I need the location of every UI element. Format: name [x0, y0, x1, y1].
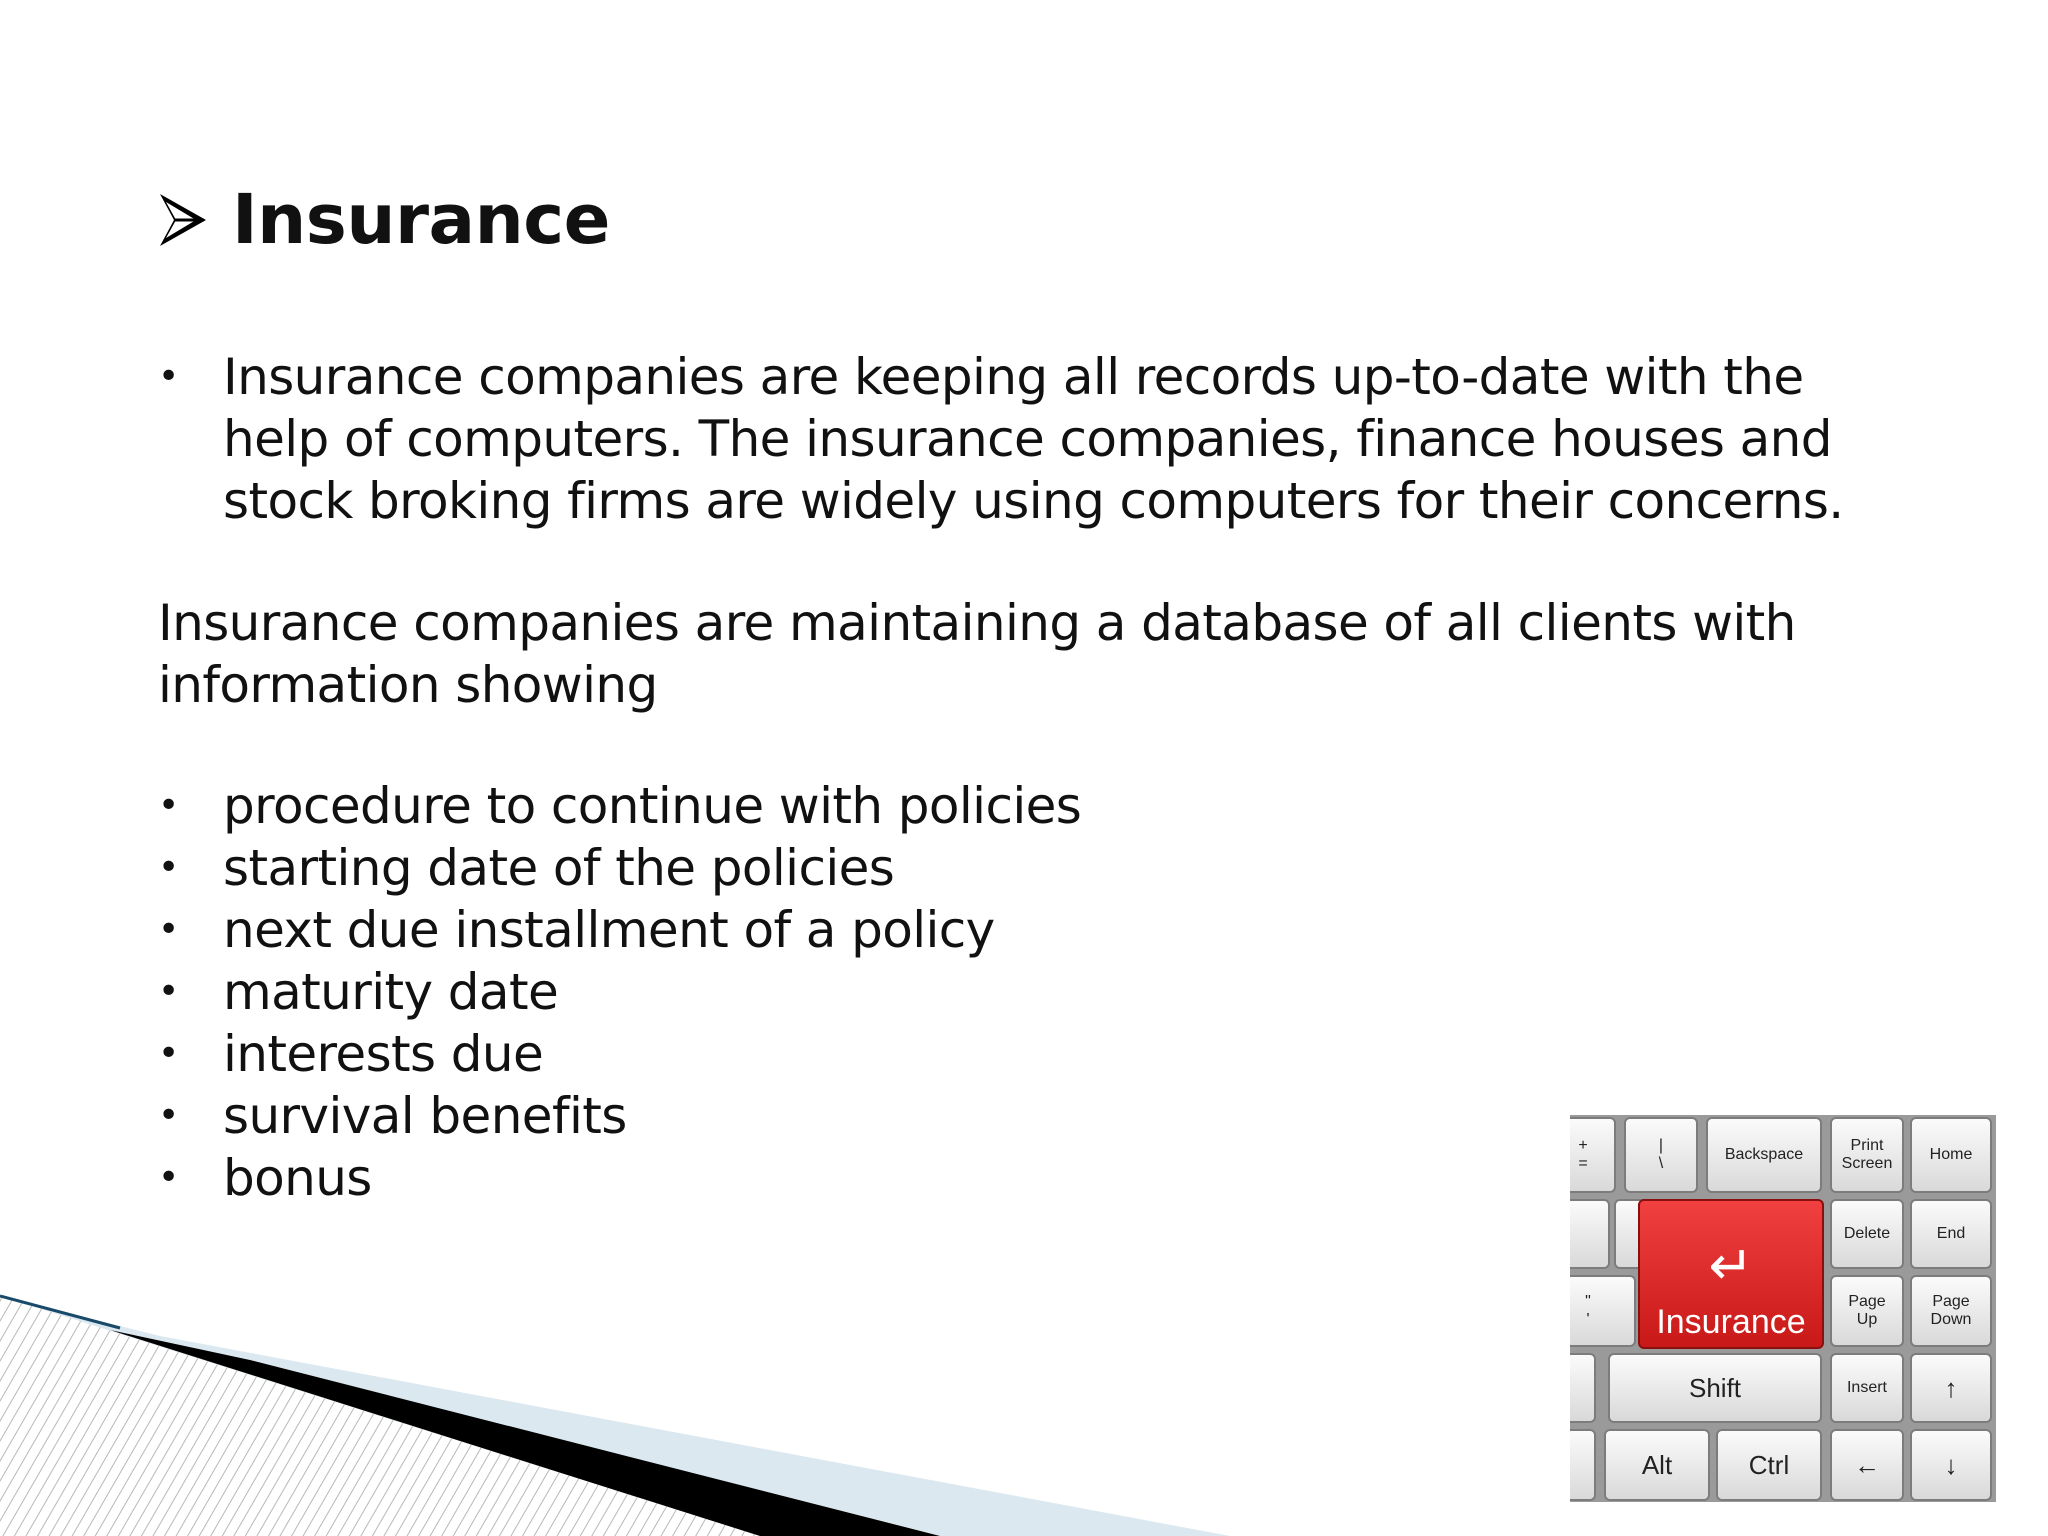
key-page-down: Page Down: [1910, 1275, 1992, 1347]
key-end: End: [1910, 1199, 1992, 1269]
slide-title: Insurance: [232, 180, 610, 260]
database-paragraph: Insurance companies are maintaining a database of all clients with information showing: [158, 594, 1796, 714]
key-backspace: Backspace: [1706, 1117, 1822, 1193]
intro-bullet: • Insurance companies are keeping all records up-to-date with the help of computers. The insurance companies, finance houses and stock broking firms are widely using computers for their concerns.: [158, 346, 1918, 532]
insurance-keyboard-image: [1570, 1115, 1996, 1502]
key-quote: " ': [1570, 1275, 1636, 1347]
key-insert: Insert: [1830, 1353, 1904, 1423]
key-blank: [1570, 1429, 1596, 1501]
key-ctrl: Ctrl: [1716, 1429, 1822, 1501]
key-insurance-enter: [1638, 1199, 1824, 1349]
key-pipe: | \: [1624, 1117, 1698, 1193]
key-down-arrow: ↓: [1910, 1429, 1992, 1501]
arrowhead-bullet-icon: [158, 192, 208, 248]
key-home: Home: [1910, 1117, 1992, 1193]
title-row: [158, 180, 610, 260]
list-item: • interests due: [158, 1023, 1081, 1085]
key-delete: Delete: [1830, 1199, 1904, 1269]
list-item: • starting date of the policies: [158, 837, 1081, 899]
key-insurance-label: Insurance: [1656, 1303, 1806, 1341]
key-left-arrow: ←: [1830, 1429, 1904, 1501]
list-item: • survival benefits: [158, 1085, 1081, 1147]
key-print-screen: Print Screen: [1830, 1117, 1904, 1193]
list-item: • next due installment of a policy: [158, 899, 1081, 961]
key-blank: [1570, 1199, 1610, 1269]
key-shift: Shift: [1608, 1353, 1822, 1423]
key-up-arrow: ↑: [1910, 1353, 1992, 1423]
client-info-list: [158, 775, 1081, 1209]
list-item: • maturity date: [158, 961, 1081, 1023]
key-page-up: Page Up: [1830, 1275, 1904, 1347]
key-plus-equal: + =: [1570, 1117, 1616, 1193]
key-alt: Alt: [1604, 1429, 1710, 1501]
enter-arrow-icon: ↵: [1708, 1236, 1754, 1296]
list-item: • bonus: [158, 1147, 1081, 1209]
list-item: • procedure to continue with policies: [158, 775, 1081, 837]
intro-bullet-list: [158, 346, 1918, 532]
key-blank: [1570, 1353, 1596, 1423]
